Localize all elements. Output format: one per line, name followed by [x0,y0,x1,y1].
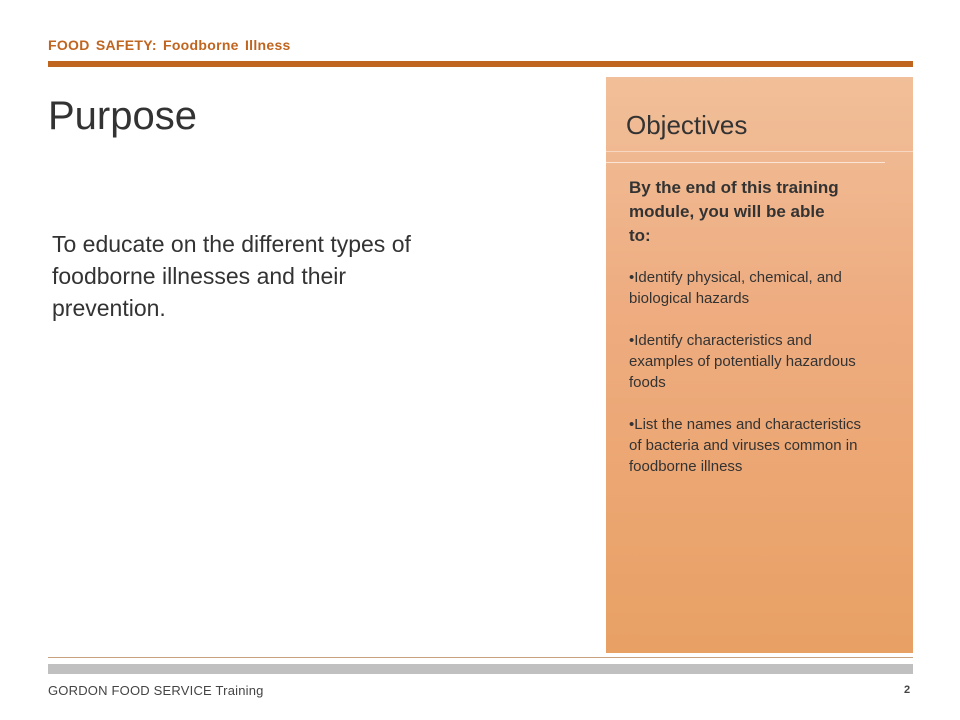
objectives-title: Objectives [626,110,748,140]
section-header: FOOD SAFETY: Foodborne Illness [48,37,291,53]
header-divider [48,61,913,67]
page-number: 2 [904,684,911,696]
footer-bar [48,664,913,674]
footer-divider [48,657,913,658]
objectives-divider-top [606,151,913,152]
objectives-panel [606,77,913,653]
objective-item: •List the names and characteristics of bacteria and viruses common in foodborne illness [629,416,862,475]
objective-item: •Identify characteristics and examples of potentially hazardous foods [629,332,856,391]
slide-title: Purpose [48,94,197,138]
objective-item: •Identify physical, chemical, and biological hazards [629,269,842,307]
objectives-intro: By the end of this training module, you will be able to: [629,178,839,245]
purpose-statement: To educate on the different types of foodborne illnesses and their prevention. [52,231,411,321]
footer-label [48,683,264,698]
footer-company: GORDON FOOD SERVICE [48,683,212,698]
objectives-divider [606,162,885,163]
objectives-list [629,267,869,498]
footer-suffix: Training [215,683,264,698]
